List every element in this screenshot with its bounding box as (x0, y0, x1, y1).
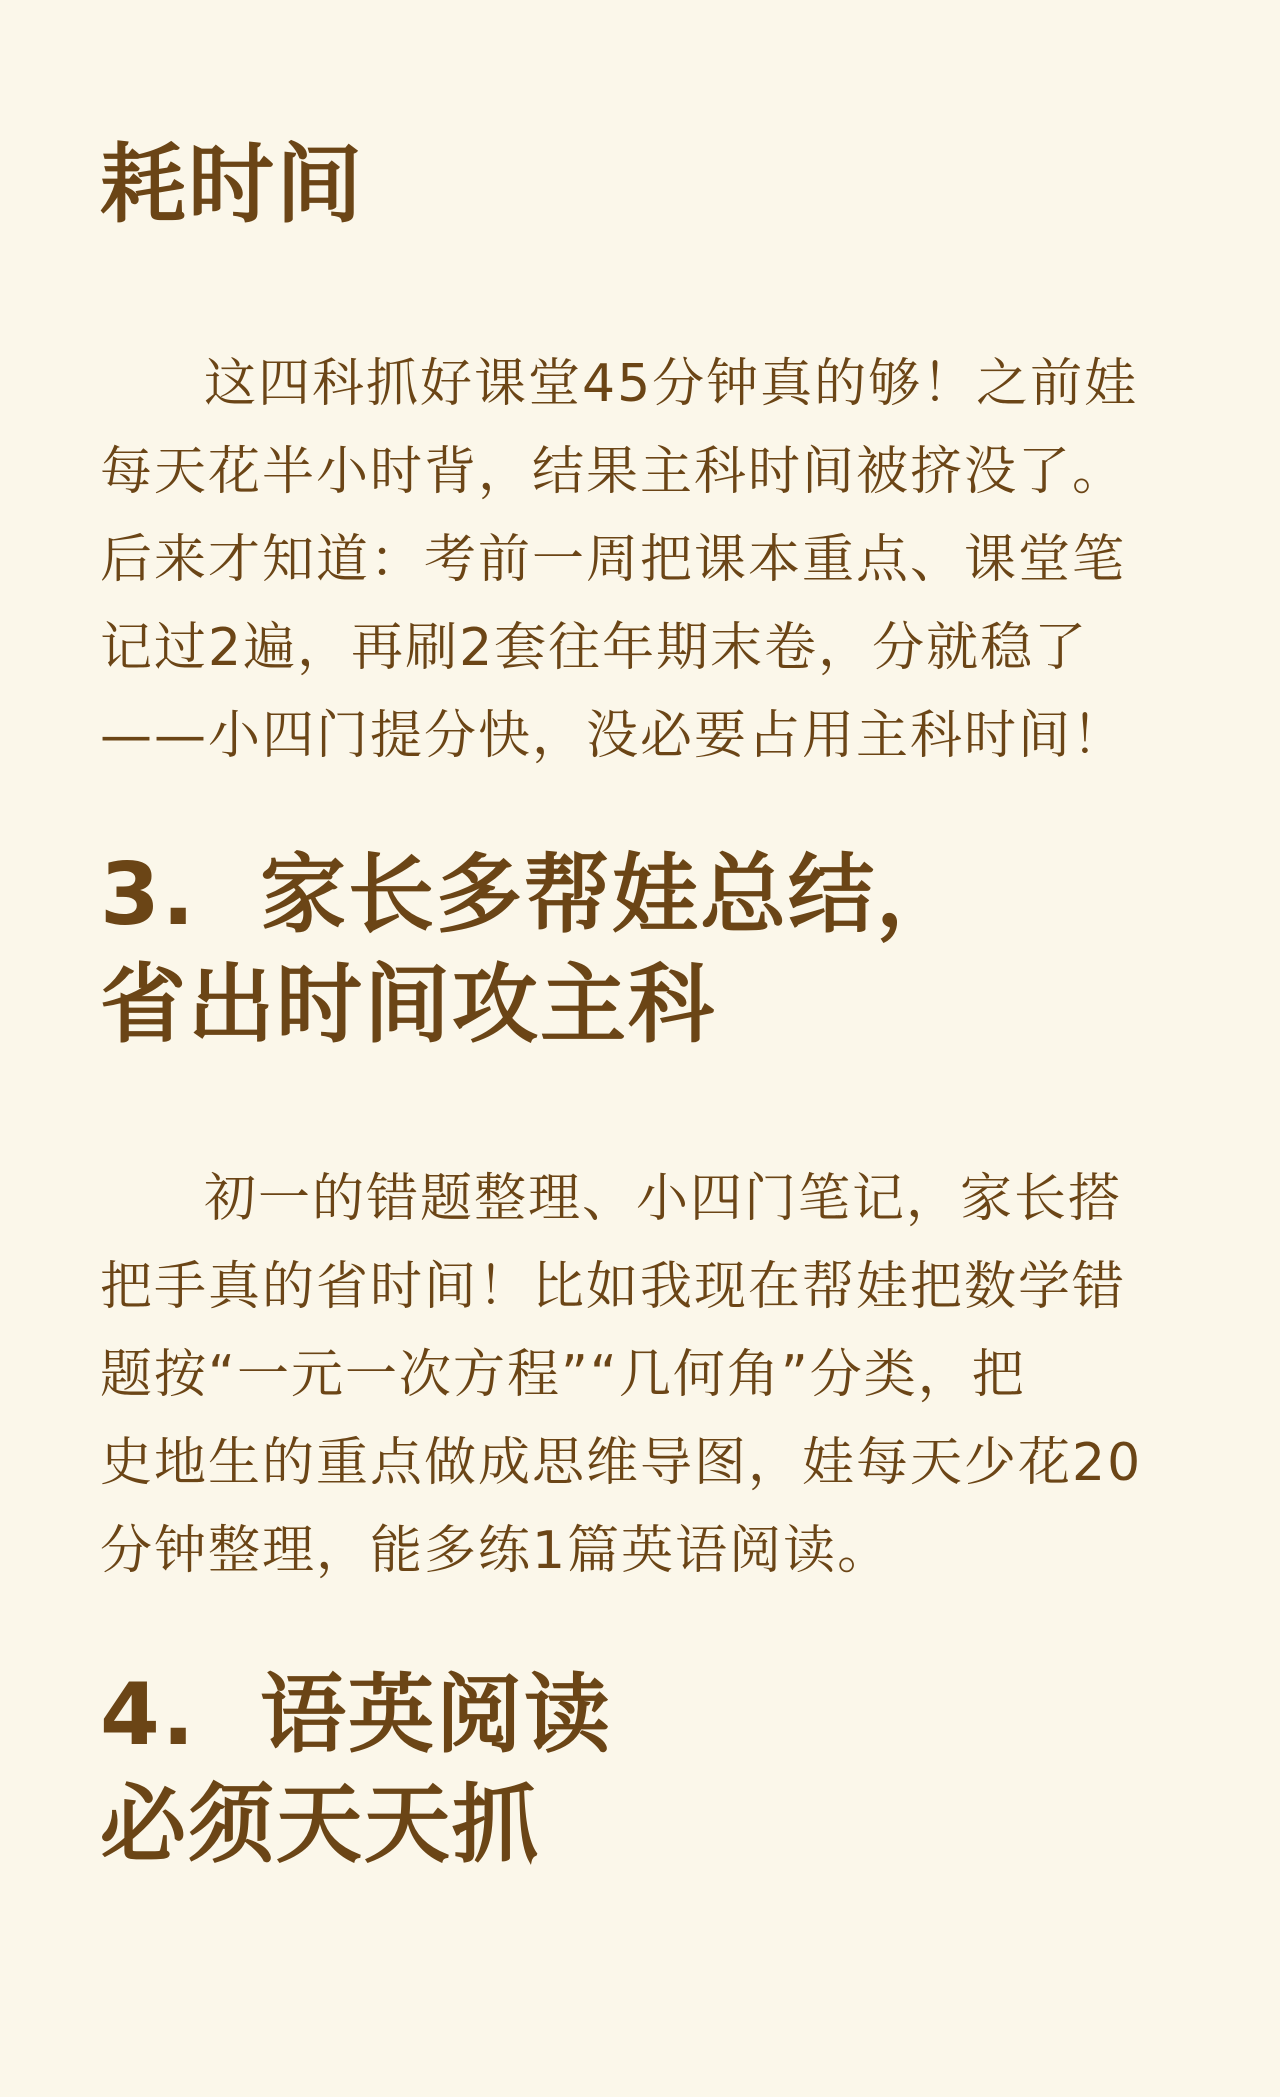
section-title-line: 必须天天抓 (100, 1775, 540, 1875)
paragraph-line: 记过2遍，再刷2套往年期末卷，分就稳了 (100, 618, 1089, 678)
section-title-line: 省出时间攻主科 (100, 955, 716, 1055)
paragraph-2 (100, 1155, 1142, 1595)
paragraph-1 (100, 340, 1138, 780)
paragraph-line: 把手真的省时间！比如我现在帮娃把数学错 (100, 1257, 1127, 1317)
paragraph-line: 初一的错题整理、小四门笔记，家长搭 (204, 1169, 1123, 1229)
paragraph-line: 这四科抓好课堂45分钟真的够！之前娃 (204, 354, 1139, 414)
paragraph-line: 史地生的重点做成思维导图，娃每天少花20 (100, 1433, 1143, 1493)
section-title-line: 语英阅读 (260, 1665, 612, 1765)
section-title: 耗时间 (100, 135, 364, 235)
section-heading-3 (100, 840, 964, 1060)
section-heading-4 (100, 1660, 612, 1880)
paragraph-line: 每天花半小时背，结果主科时间被挤没了。 (100, 442, 1127, 502)
section-number: 4. (100, 1665, 197, 1765)
paragraph-line: 后来才知道：考前一周把课本重点、课堂笔 (100, 530, 1127, 590)
paragraph-line: 题按“一元一次方程”“几何角”分类，把 (100, 1345, 1026, 1405)
paragraph-line: ——小四门提分快，没必要占用主科时间！ (100, 706, 1127, 766)
section-number: 3. (100, 845, 197, 945)
section-title-line: 家长多帮娃总结， (260, 845, 964, 945)
paragraph-line: 分钟整理，能多练1篇英语阅读。 (100, 1521, 892, 1581)
section-heading-tail (100, 130, 364, 240)
